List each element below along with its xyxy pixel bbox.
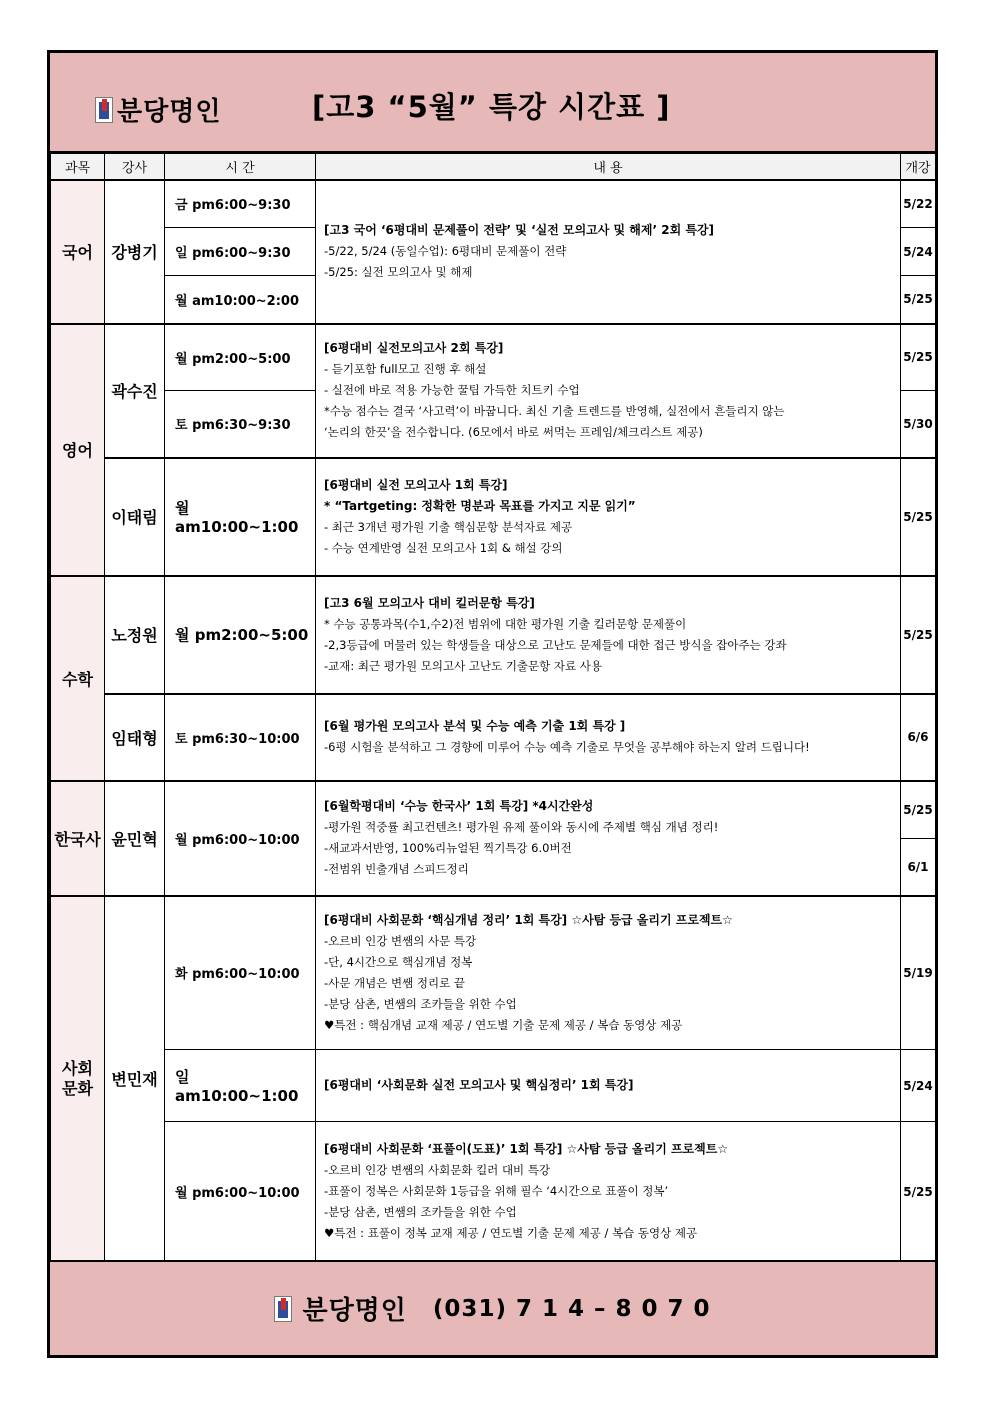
time-cell: 월 pm2:00~5:00 <box>165 324 316 391</box>
table-row <box>51 896 936 1050</box>
instructor-cell: 윤민혁 <box>105 781 165 896</box>
content-cell <box>316 694 901 781</box>
subject-cell: 국어 <box>51 180 105 324</box>
content-line: - 최근 3개년 평가원 기출 핵심문항 분석자료 제공 <box>324 519 573 534</box>
footer-logo <box>274 1290 432 1327</box>
subject-cell: 한국사 <box>51 781 105 896</box>
content-line: - 실전에 바로 적용 가능한 꿀팁 가득한 치트키 수업 <box>324 383 580 397</box>
content-line: -오르비 인강 변쌤의 사회문화 킬러 대비 특강 <box>324 1163 551 1177</box>
footer-band <box>50 1260 935 1355</box>
open-date-cell: 5/25 <box>901 1122 936 1262</box>
content-cell <box>316 1122 901 1262</box>
open-date-cell: 5/24 <box>901 228 936 276</box>
content-line: *수능 점수는 결국 ‘사고력’이 바꿉니다. 최신 기출 트렌드를 반영해, 실전에서 흔들리지 않는 <box>324 404 785 418</box>
header-brand: 분당명인 <box>117 97 222 127</box>
time-cell: 월 pm2:00~5:00 <box>165 576 316 694</box>
content-cell <box>316 1050 901 1122</box>
time-cell: 토 pm6:30~10:00 <box>165 694 316 781</box>
footer-brand: 분당명인 <box>302 1296 407 1326</box>
content-line: -전범위 빈출개념 스피드정리 <box>324 862 469 876</box>
instructor-cell: 곽수진 <box>105 324 165 458</box>
time-cell: 월 pm6:00~10:00 <box>165 781 316 896</box>
instructor-cell: 임태형 <box>105 694 165 781</box>
content-line: -표풀이 정복은 사회문화 1등급을 위해 필수 ‘4시간으로 표풀이 정복’ <box>324 1184 669 1198</box>
content-line: -6평 시험을 분석하고 그 경향에 미루어 수능 예측 기출로 무엇을 공부해야 하는지 알려 드립니다! <box>324 740 810 754</box>
table-row <box>51 694 936 781</box>
content-cell <box>316 324 901 458</box>
content-line: * “Tartgeting: 정확한 명분과 목표를 가지고 지문 읽기” <box>324 498 636 513</box>
open-date-cell: 6/6 <box>901 694 936 781</box>
content-line: -분당 삼촌, 변쌤의 조카들을 위한 수업 <box>324 1205 517 1219</box>
table-row <box>51 324 936 391</box>
subject-cell: 영어 <box>51 324 105 576</box>
page-title: [고3 “5월” 특강 시간표 ] <box>312 90 671 124</box>
content-cell <box>316 576 901 694</box>
content-cell <box>316 896 901 1050</box>
table-row <box>51 1050 936 1122</box>
content-title: [6평대비 실전모의고사 2회 특강] <box>324 341 504 355</box>
content-line: ‘논리의 한끗’을 전수합니다. (6모에서 바로 써먹는 프레임/체크리스트 제공) <box>324 425 703 439</box>
time-cell: 일 pm6:00~9:30 <box>165 228 316 276</box>
content-line: -새교과서반영, 100%리뉴얼된 찍기특강 6.0버전 <box>324 841 572 855</box>
content-title: [고3 국어 ‘6평대비 문제풀이 전략’ 및 ‘실전 모의고사 및 해제’ 2회 특강] <box>324 223 715 237</box>
col-time: 시 간 <box>165 154 316 180</box>
time-cell: 월 am10:00~1:00 <box>165 458 316 576</box>
open-date-cell: 6/1 <box>901 839 936 896</box>
instructor-cell: 이태림 <box>105 458 165 576</box>
content-line: ♥특전 : 핵심개념 교재 제공 / 연도별 기출 문제 제공 / 복습 동영상 제공 <box>324 1017 683 1032</box>
content-line: -오르비 인강 변쌤의 사문 특강 <box>324 933 477 948</box>
table-header-row <box>51 154 936 180</box>
open-date-cell: 5/25 <box>901 324 936 391</box>
subject-cell: 수학 <box>51 576 105 781</box>
header-logo <box>95 91 221 128</box>
subject-cell: 사회 문화 <box>51 896 105 1262</box>
time-cell: 월 pm6:00~10:00 <box>165 1122 316 1262</box>
content-cell <box>316 781 901 896</box>
content-title: [6평대비 ‘사회문화 실전 모의고사 및 핵심정리’ 1회 특강] <box>324 1078 634 1092</box>
open-date-cell: 5/19 <box>901 896 936 1050</box>
instructor-cell: 노정원 <box>105 576 165 694</box>
table-row <box>51 458 936 576</box>
content-title: [6평대비 실전 모의고사 1회 특강] <box>324 477 508 492</box>
instructor-cell: 강병기 <box>105 180 165 324</box>
time-cell: 토 pm6:30~9:30 <box>165 391 316 458</box>
content-title: [6월 평가원 모의고사 분석 및 수능 예측 기출 1회 특강 ] <box>324 719 626 733</box>
footer-phone: (031) 7 1 4 – 8 0 7 0 <box>432 1295 711 1322</box>
open-date-cell: 5/30 <box>901 391 936 458</box>
content-line: -분당 삼촌, 변쌤의 조카들을 위한 수업 <box>324 996 517 1011</box>
header-band <box>50 53 935 153</box>
content-title: [6월학평대비 ‘수능 한국사’ 1회 특강] *4시간완성 <box>324 799 594 813</box>
table-row <box>51 1122 936 1262</box>
instructor-cell: 변민재 <box>105 896 165 1262</box>
content-line: -교재: 최근 평가원 모의고사 고난도 기출문항 자료 사용 <box>324 658 603 673</box>
schedule-table <box>50 153 936 1262</box>
logo-mark-icon <box>274 1296 292 1322</box>
open-date-cell: 5/24 <box>901 1050 936 1122</box>
col-subject: 과목 <box>51 154 105 180</box>
content-line: -5/25: 실전 모의고사 및 해제 <box>324 265 473 279</box>
open-date-cell: 5/25 <box>901 276 936 324</box>
content-cell <box>316 180 901 324</box>
content-title: [고3 6월 모의고사 대비 킬러문항 특강] <box>324 595 535 610</box>
content-line: - 수능 연계반영 실전 모의고사 1회 & 해설 강의 <box>324 540 563 555</box>
time-cell: 화 pm6:00~10:00 <box>165 896 316 1050</box>
content-title: [6평대비 사회문화 ‘핵심개념 정리’ 1회 특강] ☆사탐 등급 올리기 프로젝트☆ <box>324 912 733 927</box>
time-cell: 일 am10:00~1:00 <box>165 1050 316 1122</box>
content-cell <box>316 458 901 576</box>
content-line: * 수능 공통과목(수1,수2)전 범위에 대한 평가원 기출 킬러문항 문제풀이 <box>324 616 687 631</box>
col-open: 개강 <box>901 154 936 180</box>
col-content: 내 용 <box>316 154 901 180</box>
open-date-cell: 5/25 <box>901 458 936 576</box>
content-line: ♥특전 : 표풀이 정복 교재 제공 / 연도별 기출 문제 제공 / 복습 동영상 제공 <box>324 1226 698 1240</box>
col-instructor: 강사 <box>105 154 165 180</box>
open-date-cell: 5/25 <box>901 781 936 839</box>
table-row <box>51 781 936 839</box>
content-line: -단, 4시간으로 핵심개념 정복 <box>324 954 473 969</box>
schedule-frame <box>47 50 938 1358</box>
logo-mark-icon <box>95 97 113 123</box>
content-line: - 듣기포함 full모고 진행 후 해설 <box>324 362 487 376</box>
time-cell: 월 am10:00~2:00 <box>165 276 316 324</box>
open-date-cell: 5/22 <box>901 180 936 228</box>
open-date-cell: 5/25 <box>901 576 936 694</box>
content-line: -2,3등급에 머물러 있는 학생들을 대상으로 고난도 문제들에 대한 접근 방식을 잡아주는 강좌 <box>324 637 787 652</box>
table-row <box>51 180 936 228</box>
time-cell: 금 pm6:00~9:30 <box>165 180 316 228</box>
content-line: -사문 개념은 변쌤 정리로 끝 <box>324 975 465 990</box>
content-line: -평가원 적중률 최고컨텐츠! 평가원 유제 풀이와 동시에 주제별 핵심 개념 정리! <box>324 820 719 834</box>
content-title: [6평대비 사회문화 ‘표풀이(도표)’ 1회 특강] ☆사탐 등급 올리기 프로젝트☆ <box>324 1142 729 1156</box>
content-line: -5/22, 5/24 (동일수업): 6평대비 문제풀이 전략 <box>324 244 567 258</box>
table-row <box>51 576 936 694</box>
